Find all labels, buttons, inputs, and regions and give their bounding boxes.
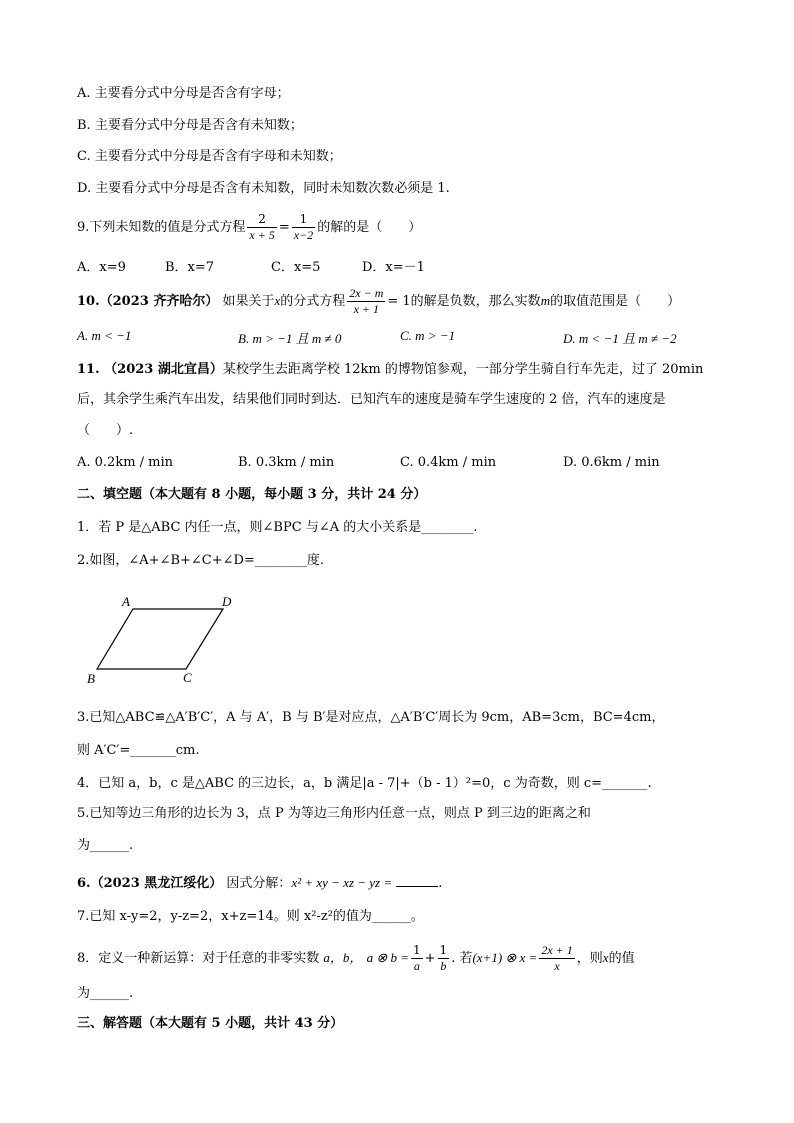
fill-question-5-line-2: 为______. [77, 838, 134, 853]
fill-question-1: 1．若 P 是△ABC 内任一点，则∠BPC 与∠A 的大小关系是________. [77, 520, 478, 535]
f8-text1: 8．定义一种新运算：对于任意的非零实数 [77, 951, 320, 966]
f8-text2: . 若 [451, 951, 473, 966]
q11-option-b: B. 0.3km / min [238, 455, 335, 470]
q10-option-c: C. m > −1 [400, 328, 456, 343]
fill-question-2: 2.如图，∠A+∠B+∠C+∠D=________度. [77, 553, 324, 568]
fill-question-3-line-2: 则 A′C′=_______cm. [77, 743, 200, 758]
q10-option-a: A. m < −1 [77, 328, 132, 343]
q10-number: 10.（2023 齐齐哈尔） [77, 294, 219, 309]
vertex-label-d: D [222, 594, 232, 609]
q8-option-d: D. 主要看分式中分母是否含有未知数，同时未知数次数必须是 1. [77, 181, 450, 196]
f8-expression2: (x+1) ⊗ x = [472, 950, 538, 965]
f8-text4: 的值 [608, 951, 635, 966]
fill-question-5-line-1: 5.已知等边三角形的边长为 3，点 P 为等边三角形内任意一点，则点 P 到三边的距离之和 [77, 806, 591, 821]
f6-expression: x² + xy − xz − yz = [291, 875, 393, 890]
section-2-heading: 二、填空题（本大题有 8 小题，每小题 3 分，共计 24 分） [77, 487, 427, 502]
q10-option-b: B. m > −1 且 m ≠ 0 [238, 331, 342, 346]
f6-answer-blank [396, 872, 438, 887]
fill-question-8-line-1 [77, 943, 635, 974]
q10-option-d: D. m < −1 且 m ≠ −2 [563, 331, 677, 346]
q9-equals: = [278, 220, 290, 235]
f6-end: . [438, 876, 443, 891]
f8-text3: ，则 [576, 951, 603, 966]
f6-text: 因式分解： [226, 876, 292, 891]
q8-option-a: A. 主要看分式中分母是否含有字母； [77, 86, 290, 101]
q8-option-c: C. 主要看分式中分母是否含有字母和未知数； [77, 149, 342, 164]
vertex-label-b: B [87, 671, 95, 686]
f6-number: 6.（2023 黑龙江绥化） [77, 876, 223, 891]
q10-var-x: x [274, 293, 281, 308]
fill-question-8-line-2: 为______. [77, 986, 134, 1001]
q10-text2: 的分式方程 [280, 294, 346, 309]
q9-option-b: B．x=7 [165, 260, 215, 275]
fill-question-3-line-1: 3.已知△ABC≌△A′B′C′，A 与 A′，B 与 B′是对应点，△A′B′C′周长为 9cm，AB=3cm，BC=4cm， [77, 710, 665, 725]
question-11-line-3: （ ）. [77, 423, 134, 438]
fill-question-4: 4．已知 a，b，c 是△ABC 的三边长，a，b 满足|a - 7|+（b - 1）²=0，c 为奇数，则 c=_______. [77, 776, 652, 791]
question-10 [77, 286, 680, 317]
q10-fraction: $\frac{2x - m}{x + 1}$ [349, 286, 384, 316]
q9-fraction-1: $\frac{2}{x + 5}$ [249, 212, 275, 242]
q11-number: 11. （2023 湖北宜昌） [77, 362, 223, 377]
f8-vars: a，b， [323, 950, 363, 965]
question-11-line-2: 后，其余学生乘汽车出发，结果他们同时到达．已知汽车的速度是骑车学生速度的 2 倍，汽车的速度是 [77, 392, 666, 407]
vertex-label-c: C [183, 670, 192, 685]
q9-suffix: 的解的是（ ） [317, 220, 422, 235]
fill-question-7: 7.已知 x-y=2，y-z=2，x+z=14。则 x²-z²的值为______。 [77, 909, 424, 924]
f8-plus: + [424, 951, 436, 966]
parallelogram-figure [84, 590, 244, 690]
question-9 [77, 212, 421, 243]
q8-option-b: B. 主要看分式中分母是否含有未知数； [77, 118, 303, 133]
q11-option-a: A. 0.2km / min [77, 455, 174, 470]
q9-fraction-2: $\frac{1}{x-2}$ [293, 212, 314, 242]
f8-operation: a ⊗ b = [366, 950, 409, 965]
f8-fraction-c: $\frac{2x + 1}{x}$ [541, 943, 573, 973]
f8-fraction-b: $\frac{1}{b}$ [439, 943, 448, 973]
parallelogram-shape [97, 609, 223, 669]
q9-option-c: C．x=5 [271, 260, 321, 275]
q10-text3: 的解是负数，那么实数 [410, 294, 541, 309]
q11-option-d: D. 0.6km / min [563, 455, 660, 470]
q9-prefix: 9.下列未知数的值是分式方程 [77, 220, 246, 235]
fill-question-6 [77, 872, 442, 894]
f8-fraction-a: $\frac{1}{a}$ [413, 943, 421, 973]
question-11-line-1 [77, 360, 703, 380]
q10-text4: 的取值范围是（ ） [550, 294, 681, 309]
q9-option-a: A．x=9 [77, 260, 126, 275]
vertex-label-a: A [122, 594, 130, 609]
q10-rhs: = 1 [387, 294, 411, 309]
q10-text1: 如果关于 [222, 294, 275, 309]
section-3-heading: 三、解答题（本大题有 5 小题，共计 43 分） [77, 1016, 344, 1031]
f8-var-x: x [602, 950, 609, 965]
q9-option-d: D．x=－1 [362, 260, 425, 275]
q11-option-c: C. 0.4km / min [400, 455, 497, 470]
q10-var-m: m [540, 293, 551, 308]
q11-text-1: 某校学生去距离学校 12km 的博物馆参观，一部分学生骑自行车先走，过了 20min [222, 362, 704, 377]
